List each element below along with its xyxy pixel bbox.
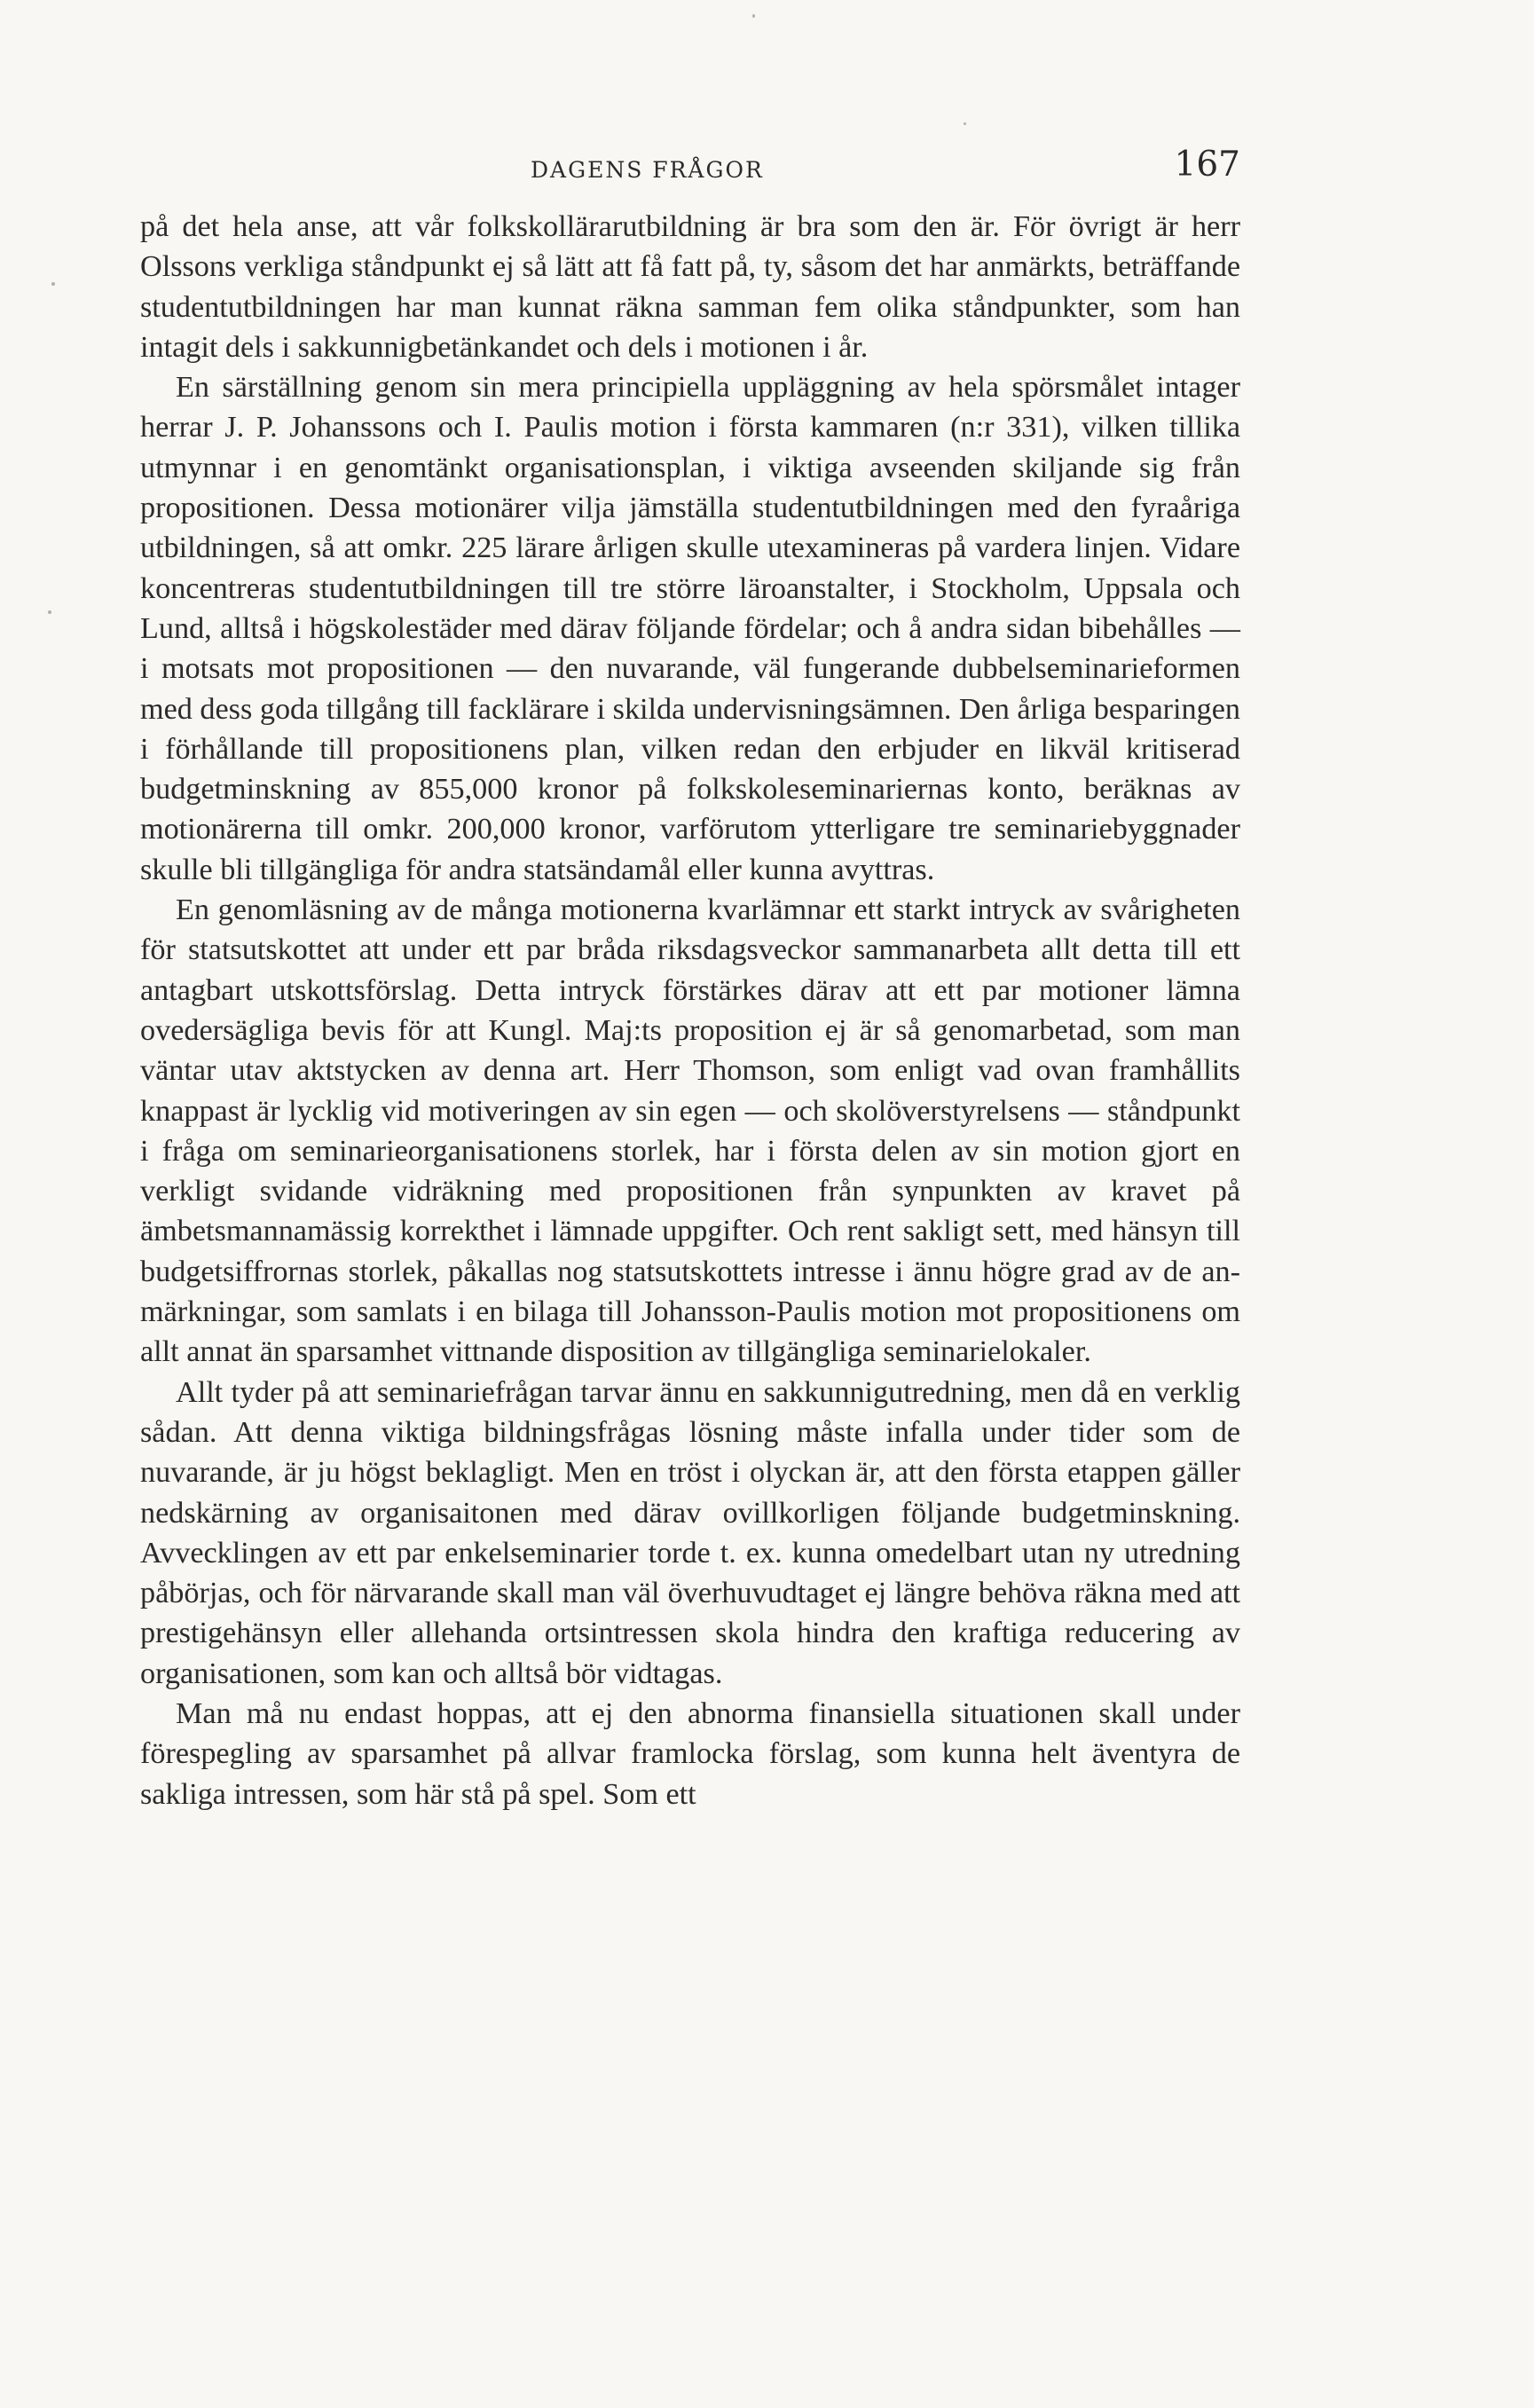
paragraph-3: En genomläsning av de många motionerna kvarlämnar ett starkt intryck av svårigheten för statsutskottet att under ett par bråda riksdagsveckor sammanarbeta allt detta till ett antagbart utskottsförslag. Detta intryck förstärkes därav att ett par motioner lämna ovedersägliga bevis för att Kungl. Maj:ts proposition ej är så genomarbetad, som man väntar utav aktstycken av denna art. Herr Thomson, som enligt vad ovan framhållits knappast är lycklig vid motiveringen av sin egen — och skolöverstyrelsens — ståndpunkt i fråga om seminarieorganisationens storlek, har i första delen av sin motion gjort en verkligt svidande vidräkning med propositionen från synpunkten av kravet på ämbetsmannamässig korrekthet i lämnade uppgifter. Och rent sakligt sett, med hänsyn till budgetsiffrornas storlek, påkallas nog statsutskottets intresse i ännu högre grad av de anmärkningar, som samlats i en bilaga till Johansson-Paulis motion mot propositionens om allt annat än sparsamhet vittnande disposition av tillgängliga seminarielokaler. (140, 893, 1240, 1369)
paragraph-2: En särställning genom sin mera principiella uppläggning av hela spörsmålet intager herrar J. P. Johanssons och I. Paulis motion i första kammaren (n:r 331), vilken tillika utmynnar i en genomtänkt organisationsplan, i viktiga avseenden skiljande sig från propositionen. Dessa motionärer vilja jämställa studentutbildningen med den fyraåriga utbildningen, så att omkr. 225 lärare årligen skulle utexamineras på vardera linjen. Vidare koncentreras studentutbildningen till tre större läroanstalter, i Stockholm, Uppsala och Lund, alltså i högskolestäder med därav följande fördelar; och å andra sidan bibehålles — i motsats mot propositionen — den nuvarande, väl fungerande dubbelseminarieformen med dess goda tillgång till facklärare i skilda undervisningsämnen. Den årliga besparingen i förhållande till propositionens plan, vilken redan den erbjuder en likväl kritiserad budgetminskning av 855,000 kronor på folkskoleseminariernas konto, beräknas av motionärerna till omkr. 200,000 kronor, varförutom ytterligare tre seminariebyggnader skulle bli tillgängliga för andra statsändamål eller kunna avyttras. (140, 371, 1240, 886)
page-number: 167 (1174, 145, 1240, 185)
paper-speck (752, 14, 755, 18)
paragraph-4: Allt tyder på att seminariefrågan tarvar ännu en sakkunnigutredning, men då en verklig sådan. Att denna viktiga bildningsfrågas lösning måste infalla under tider som de nuvarande, är ju högst beklagligt. Men en tröst i olyckan är, att den första etappen gäller nedskärning av organisaitonen med därav ovillkorligen följande budgetminskning. Avvecklingen av ett par enkelseminarier torde t. ex. kunna omedelbart utan ny utredning påbörjas, och för närvarande skall man väl överhuvudtaget ej längre behöva räkna med att prestigehänsyn eller allehanda ortsintressen skola hindra den kraftiga reducering av organisationen, som kan och alltså bör vidtagas. (140, 1375, 1240, 1690)
running-head: DAGENS FRÅGOR (531, 157, 764, 183)
paper-speck (48, 610, 51, 614)
paper-speck (964, 122, 966, 125)
paragraph-5: Man må nu endast hoppas, att ej den abnorma finansiella situationen skall under förespegling av sparsamhet på allvar framlocka förslag, som kunna helt äventyra de sakliga intressen, som här stå på spel. Som ett (140, 1696, 1240, 1811)
article-body (140, 207, 1240, 1814)
paper-speck (51, 282, 55, 286)
paragraph-1: på det hela anse, att vår folkskollärarutbildning är bra som den är. För övrigt är herr Olssons verkliga ståndpunkt ej så lätt att få fatt på, ty, såsom det har anmärkts, beträffande studentutbildningen har man kunnat räkna samman fem olika ståndpunkter, som han intagit dels i sakkunnigbetänkandet och dels i motionen i år. (140, 210, 1240, 364)
page-header (140, 138, 1240, 191)
